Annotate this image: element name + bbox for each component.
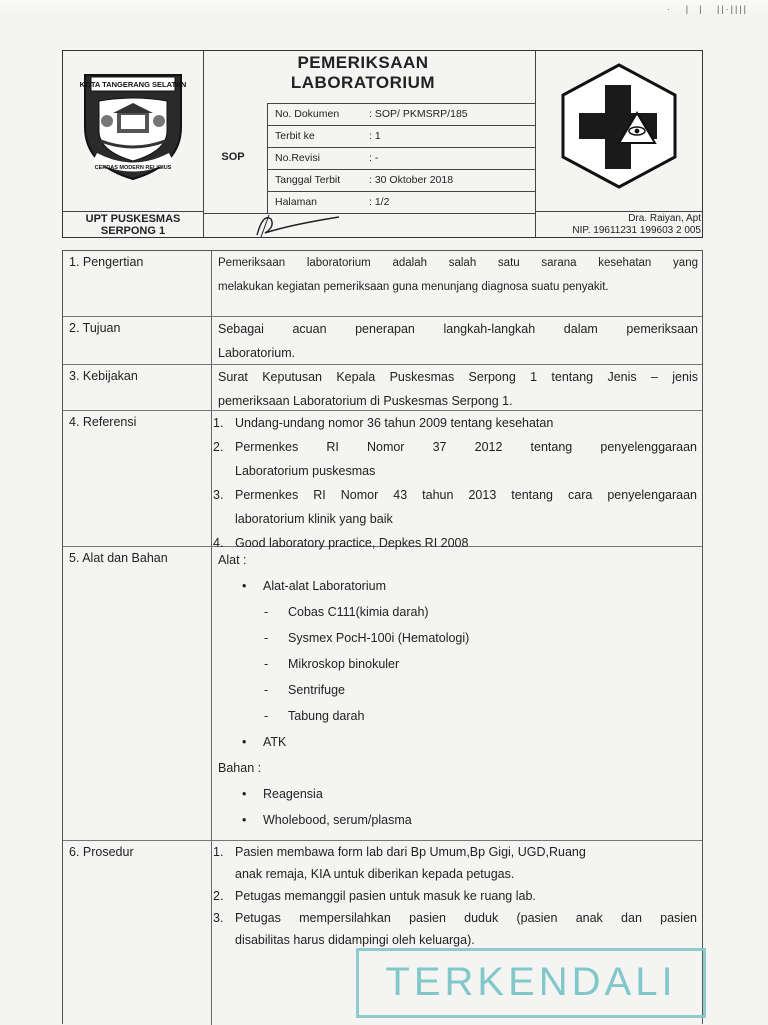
svg-text:CERDAS MODERN RELIGIUS: CERDAS MODERN RELIGIUS bbox=[94, 165, 172, 171]
section-content: Pemeriksaan laboratorium adalah salah satu sarana kesehatan yang melakukan kegiatan pemeriksaan guna menunjang diagnosa suatu penyakit. bbox=[218, 257, 698, 293]
list-item: 2. Permenkes RI Nomor 37 2012 tentang penyelenggaraan Laboratorium puskesmas bbox=[213, 440, 697, 478]
section-label: 4. Referensi bbox=[69, 415, 137, 429]
meta-row: Terbit ke : 1 bbox=[275, 130, 381, 142]
section-kebijakan bbox=[63, 365, 702, 411]
section-content: Surat Keputusan Kepala Puskesmas Serpong 1 tentang Jenis – jenis pemeriksaan Laboratorium di Puskesmas Serpong 1. bbox=[218, 370, 698, 408]
list-item: 3. Permenkes RI Nomor 43 tahun 2013 tentang cara penyelengaraan laboratorium klinik yang baik bbox=[213, 488, 697, 526]
meta-row: Halaman : 1/2 bbox=[275, 196, 390, 208]
list-item: - Sentrifuge bbox=[264, 683, 345, 697]
list-item: - Mikroskop binokuler bbox=[264, 657, 400, 671]
list-item: 1. Undang-undang nomor 36 tahun 2009 tentang kesehatan bbox=[213, 416, 554, 430]
svg-text:KOTA TANGERANG SELATAN: KOTA TANGERANG SELATAN bbox=[79, 80, 187, 89]
list-item: 3. Petugas mempersilahkan pasien duduk (pasien anak dan pasien disabilitas harus didampingi oleh keluarga). bbox=[213, 911, 697, 947]
section-alat-bahan bbox=[63, 547, 702, 841]
section-content bbox=[213, 411, 697, 555]
section-label: 1. Pengertian bbox=[69, 255, 144, 269]
section-content bbox=[218, 547, 698, 833]
list-item: - Tabung darah bbox=[264, 709, 365, 723]
section-tujuan bbox=[63, 317, 702, 365]
signer-info: Dra. Raiyan, Apt NIP. 19611231 199603 2 005 bbox=[572, 213, 701, 236]
puskesmas-logo bbox=[535, 51, 703, 211]
section-content: Sebagai acuan penerapan langkah-langkah dalam pemeriksaan Laboratorium. bbox=[218, 322, 698, 360]
signature-icon bbox=[249, 209, 349, 241]
list-item: • ATK bbox=[242, 735, 287, 749]
sop-header bbox=[62, 50, 703, 238]
list-item: • Reagensia bbox=[242, 787, 323, 801]
scan-edge bbox=[0, 0, 768, 14]
sop-label: SOP bbox=[221, 151, 245, 163]
list-item: • Alat-alat Laboratorium bbox=[242, 579, 386, 593]
puskesmas-cross-icon bbox=[535, 51, 703, 211]
section-label: 2. Tujuan bbox=[69, 321, 121, 335]
city-crest-icon bbox=[77, 65, 189, 183]
section-pengertian bbox=[63, 251, 702, 317]
meta-row: No. Dokumen : SOP/ PKMSRP/185 bbox=[275, 108, 468, 120]
list-item: 1. Pasien membawa form lab dari Bp Umum,Bp Gigi, UGD,Ruang anak remaja, KIA untuk diberikan kepada petugas. bbox=[213, 845, 586, 881]
scan-marks: · | | ||·|||| bbox=[667, 4, 748, 14]
list-item: • Wholebood, serum/plasma bbox=[242, 813, 412, 827]
section-referensi bbox=[63, 411, 702, 550]
sop-content-table bbox=[62, 250, 703, 1024]
org-name: UPT PUSKESMAS SERPONG 1 bbox=[85, 213, 181, 237]
section-label: 5. Alat dan Bahan bbox=[69, 551, 168, 565]
controlled-stamp: TERKENDALI bbox=[356, 948, 706, 1018]
document-title: PEMERIKSAAN LABORATORIUM bbox=[290, 53, 436, 92]
section-content bbox=[213, 841, 697, 951]
list-item: 4. Good laboratory practice, Depkes RI 2008 bbox=[213, 536, 469, 550]
list-item: - Cobas C111(kimia darah) bbox=[264, 605, 429, 619]
list-item: - Sysmex PocH-100i (Hematologi) bbox=[264, 631, 470, 645]
list-item: 2. Petugas memanggil pasien untuk masuk ke ruang lab. bbox=[213, 889, 536, 903]
alat-heading: Alat : bbox=[218, 553, 247, 567]
section-label: 6. Prosedur bbox=[69, 845, 134, 859]
bahan-heading: Bahan : bbox=[218, 761, 262, 775]
document-meta bbox=[267, 103, 535, 213]
section-label: 3. Kebijakan bbox=[69, 369, 138, 383]
crest-logo bbox=[63, 51, 203, 211]
meta-row: Tanggal Terbit : 30 Oktober 2018 bbox=[275, 174, 454, 186]
meta-row: No.Revisi : - bbox=[275, 152, 379, 164]
